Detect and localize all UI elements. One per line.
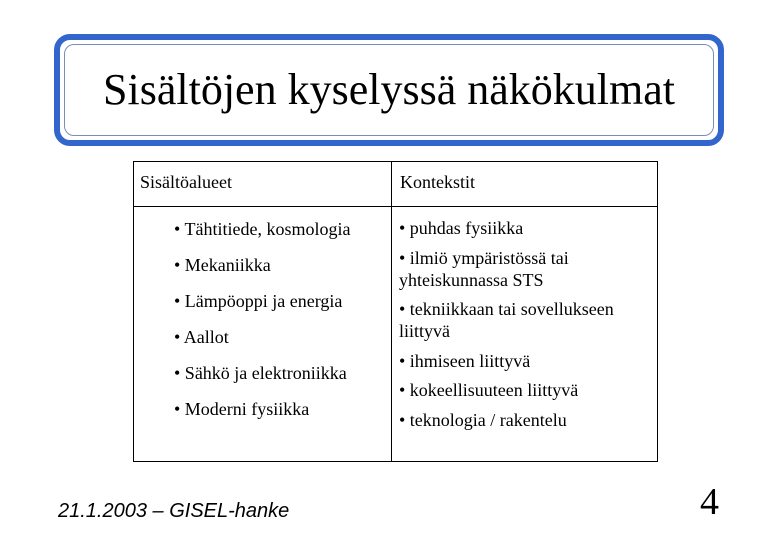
contexts-list xyxy=(399,217,654,438)
title-inner-frame xyxy=(64,44,714,136)
content-area-item: • Moderni fysiikka xyxy=(174,399,310,419)
content-area-item: • Sähkö ja elektroniikka xyxy=(174,363,347,383)
title-frame xyxy=(54,34,724,146)
context-item: • puhdas fysiikka xyxy=(399,218,524,238)
context-item: • tekniikkaan tai sovellukseen liittyvä xyxy=(399,299,614,341)
context-item: • teknologia / rakentelu xyxy=(399,409,567,430)
context-item: • kokeellisuuteen liittyvä xyxy=(399,380,579,400)
context-item: • ihmiseen liittyvä xyxy=(399,350,531,371)
content-area-item: • Mekaniikka xyxy=(174,255,271,275)
content-table xyxy=(133,161,658,462)
header-sisaltoalueet: Sisältöalueet xyxy=(140,172,232,192)
header-kontekstit: Kontekstit xyxy=(400,172,475,192)
page-number: 4 xyxy=(700,481,719,523)
footer-date: 21.1.2003 – GISEL-hanke xyxy=(58,500,290,522)
content-areas-list xyxy=(174,218,350,434)
header-divider xyxy=(134,206,657,207)
content-area-item: • Aallot xyxy=(174,327,229,347)
slide-title: Sisältöjen kyselyssä näkökulmat xyxy=(103,65,675,114)
context-item: • ilmiö ympäristössä tai yhteiskunnassa STS xyxy=(399,247,569,290)
content-area-item: • Lämpöoppi ja energia xyxy=(174,291,343,311)
content-area-item: • Tähtitiede, kosmologia xyxy=(174,219,351,239)
